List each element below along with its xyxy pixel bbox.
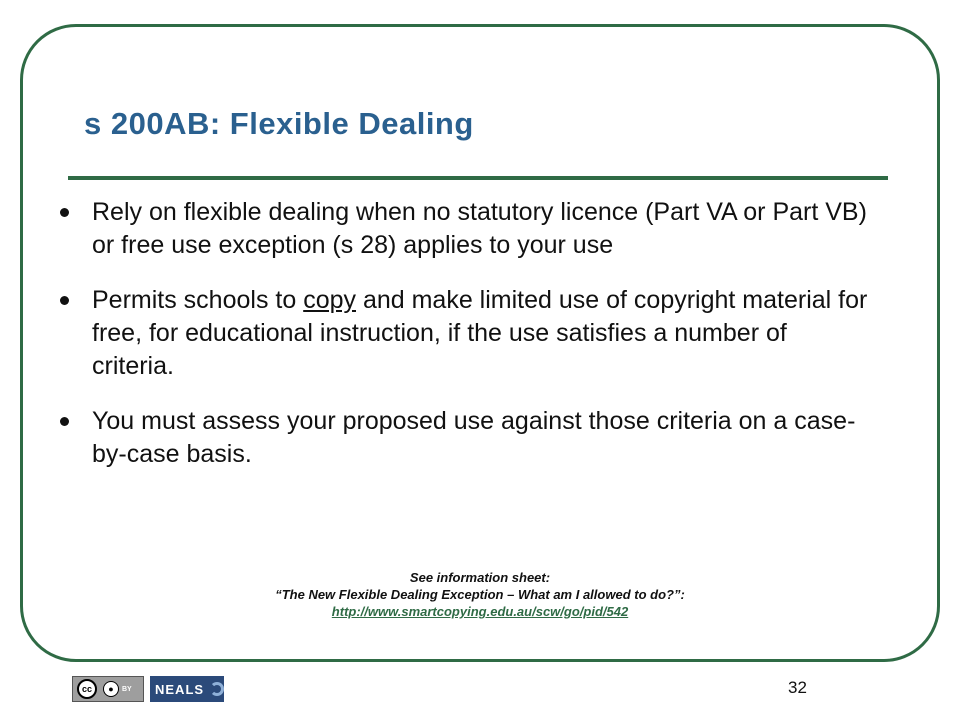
cc-icon: cc xyxy=(77,679,97,699)
info-sheet-title: “The New Flexible Dealing Exception – What am I allowed to do?”: xyxy=(275,587,685,602)
title-divider xyxy=(68,176,888,180)
info-sheet-link[interactable]: http://www.smartcopying.edu.au/scw/go/pid/542 xyxy=(331,604,629,619)
info-sheet-note xyxy=(0,569,960,620)
bullet-text-before: Permits schools to xyxy=(92,286,304,314)
bullet-dot-icon xyxy=(60,417,69,426)
bullet-text-after: and make limited use of copyright material for free, for educational instruction, if the use satisfies a number of criteria. xyxy=(92,286,868,380)
bullet-item xyxy=(60,405,870,471)
bullet-dot-icon xyxy=(60,208,69,217)
bullet-item xyxy=(60,284,870,383)
bullet-text-underlined: copy xyxy=(303,286,356,314)
by-label: BY xyxy=(122,685,132,693)
neals-swirl-icon xyxy=(210,682,224,696)
bullet-text: Rely on flexible dealing when no statutory licence (Part VA or Part VB) or free use exception (s 28) applies to your use xyxy=(92,198,867,259)
bullet-item xyxy=(60,196,870,262)
info-label: See information sheet: xyxy=(409,570,551,585)
bullet-list xyxy=(60,196,870,493)
creative-commons-logo xyxy=(72,676,144,702)
neals-logo-text: NEALS xyxy=(155,681,205,697)
slide-title: s 200AB: Flexible Dealing xyxy=(84,106,474,141)
attribution-person-icon: ● xyxy=(103,681,119,697)
neals-logo xyxy=(150,676,224,702)
bullet-text: You must assess your proposed use against those criteria on a case-by-case basis. xyxy=(92,407,856,468)
bullet-dot-icon xyxy=(60,296,69,305)
page-number: 32 xyxy=(788,678,807,697)
